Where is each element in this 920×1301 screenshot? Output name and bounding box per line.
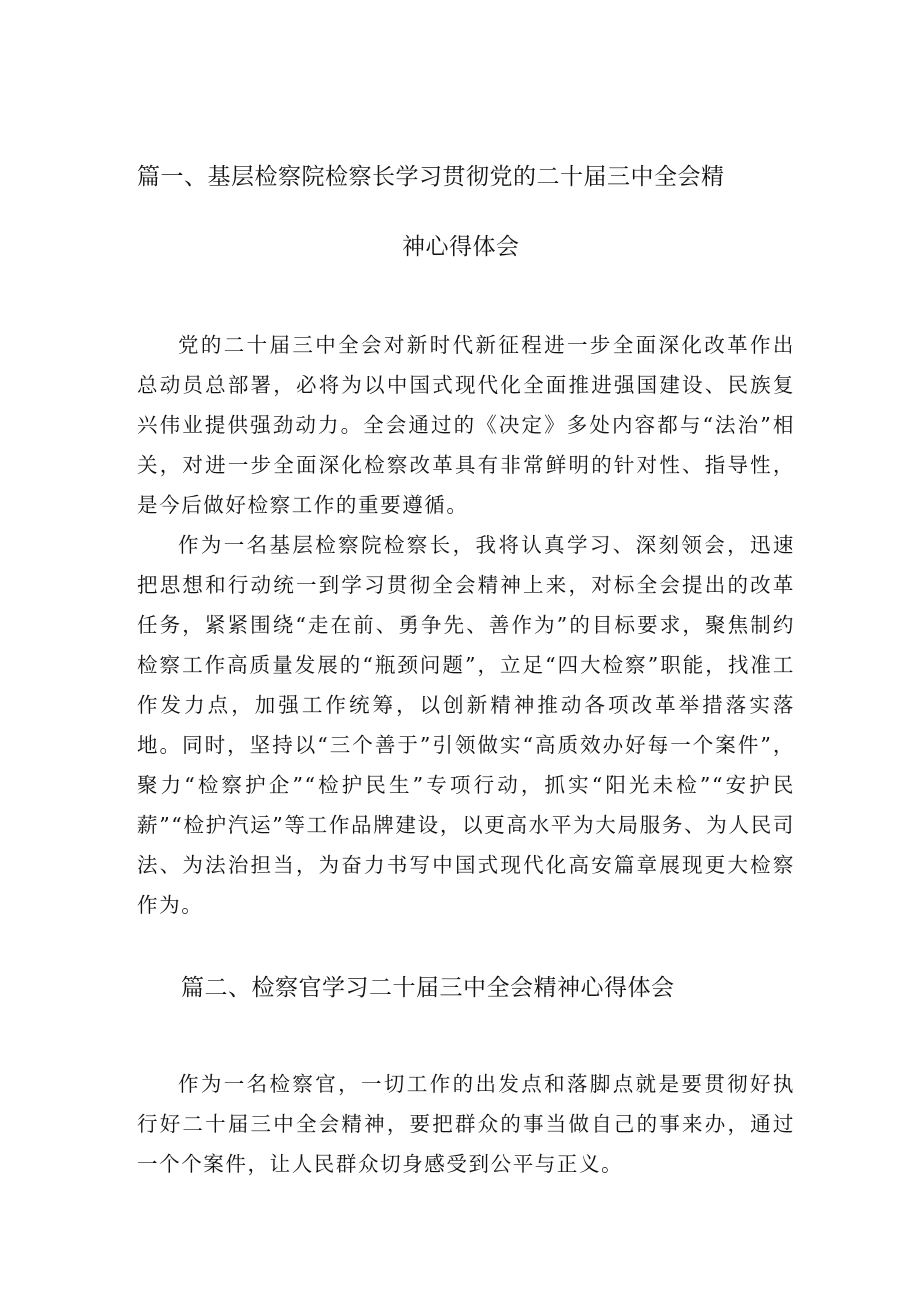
section-1-title-line-1: 篇一、基层检察院检察长学习贯彻党的二十届三中全会精	[137, 164, 725, 190]
section-1-paragraph-2: 作为一名基层检察院检察长，我将认真学习、深刻领会，迅速把思想和行动统一到学习贯彻全会精神上来，对标全会提出的改革任务，紧紧围绕“走在前、勇争先、善作为”的目标要求，聚焦制约检察工作高质量发展的“瓶颈问题”，立足“四大检察”职能，找准工作发力点，加强工作统筹，以创新精神推动各项改革举措落实落地。同时，坚持以“三个善于”引领做实“高质效办好每一个案件”，聚力“检察护企”“检护民生”专项行动，抓实“阳光未检”“安护民薪”“检护汽运”等工作品牌建设，以更高水平为大局服务、为人民司法、为法治担当，为奋力书写中国式现代化高安篇章展现更大检察作为。	[137, 533, 795, 917]
section-2-paragraph-1: 作为一名检察官，一切工作的出发点和落脚点就是要贯彻好执行好二十届三中全会精神，要把群众的事当做自己的事来办，通过一个个案件，让人民群众切身感受到公平与正义。	[137, 1072, 795, 1176]
section-1-title-line-2: 神心得体会	[402, 234, 520, 260]
section-1-paragraph-1: 党的二十届三中全会对新时代新征程进一步全面深化改革作出总动员总部署，必将为以中国式现代化全面推进强国建设、民族复兴伟业提供强劲动力。全会通过的《决定》多处内容都与“法治”相关，对进一步全面深化检察改革具有非常鲜明的针对性、指导性，是今后做好检察工作的重要遵循。	[137, 333, 795, 517]
section-2-title: 篇二、检察官学习二十届三中全会精神心得体会	[181, 975, 675, 1001]
